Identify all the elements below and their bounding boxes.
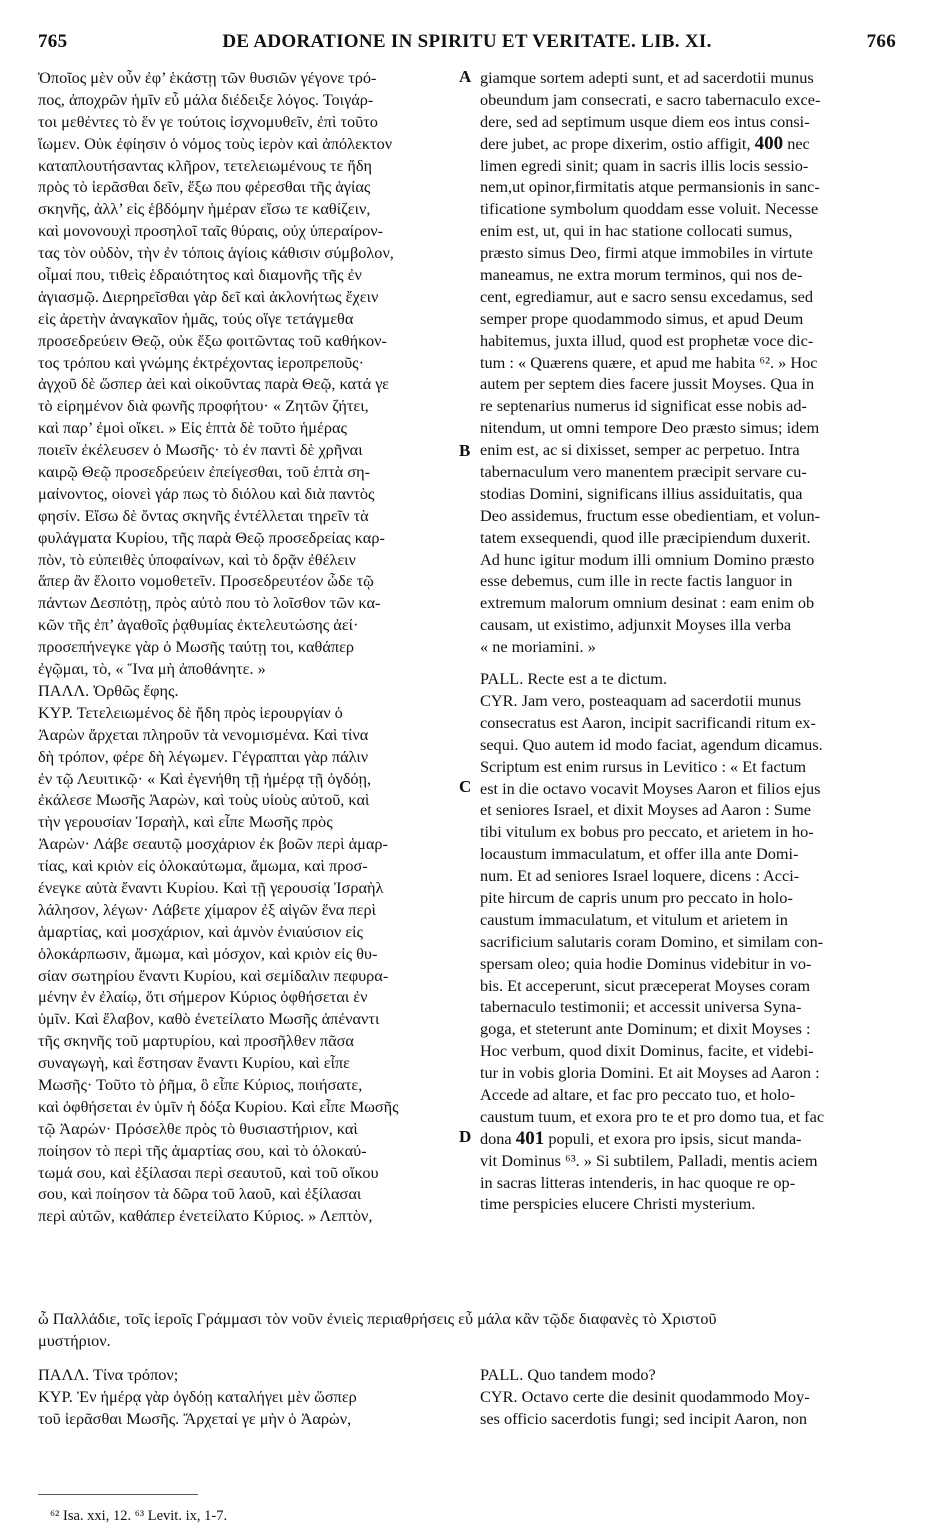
inline-page-number: 401 — [515, 1127, 545, 1149]
latin-cyr-line: vit Dominus ⁶³. » Si subtilem, Palladi, mentis aciem — [480, 1150, 818, 1170]
latin-cyr-line: tabernaculo testimonii; et accessit universa Syna- — [480, 997, 802, 1017]
latin-cyr-line: locaustum immaculatum, et offer illa ante Domi- — [480, 844, 799, 864]
latin-cyr-line: ses officio sacerdotis fungi; sed incipit Aaron, non — [480, 1408, 808, 1428]
latin-text-line: tum : « Quærens quære, et apud me habita ⁶². » Hoc — [480, 352, 818, 372]
greek-text-line: τοι μεθέντες τὸ ἕν γε τούτοις ἰσχνομυθεῖν, ἐπὶ τοῦτο — [38, 111, 378, 131]
latin-text-line: nitendum, ut omni tempore Deo præsto simus; idem — [480, 418, 820, 438]
greek-text-line: μαίνοντος, οἱονεὶ γάρ πως τὸ διόλου καὶ διὰ παντὸς — [38, 483, 375, 503]
greek-text-line: ποιεῖν ἐκέλευσεν ὁ Μωσῆς· τὸ ἐν παντὶ δὲ χρῆναι — [38, 440, 363, 460]
latin-text-line: esse debemus, cum ille in recte factis languor in — [480, 571, 793, 591]
greek-text-line: καταπλουτήσαντας κλῆρον, τετελειωμένους τε ἤδη — [38, 155, 373, 175]
greek-cyr-line: τοῦ ἱερᾶσθαι Μωσῆς. Ἄρχεταί γε μὴν ὁ Ἀαρὼν, — [38, 1408, 352, 1428]
latin-cyr-line: bis. Et acceperunt, sicut præceperat Moyses coram — [480, 975, 811, 995]
greek-full-width-block — [38, 1308, 896, 1352]
margin-marker-b: B — [459, 441, 471, 460]
latin-text-line: autem per septem dies facere jussit Moyses. Qua in — [480, 374, 815, 394]
footnotes: ⁶² Isa. xxi, 12. ⁶³ Levit. ix, 1-7. — [50, 1508, 228, 1524]
latin-text-line: causam, ut existimo, adjunxit Moyses illa verba — [480, 615, 792, 635]
latin-cyr-line: num. Et ad seniores Israel loquere, dicens : Acci- — [480, 866, 800, 886]
greek-cyr-line: συναγωγὴ, καὶ ἔστησαν ἔναντι Κυρίου, καὶ εἶπε — [38, 1053, 351, 1073]
latin-text-line: semper prope quodammodo simus, et apud Deum — [480, 308, 804, 328]
greek-text-line: προσεδρεύειν Θεῷ, οὐκ ἔξω φοιτῶντας τοῦ καθήκον- — [38, 330, 387, 350]
greek-text-line: οἶμαί που, τιθεὶς ἑδραιότητος καὶ διαμονῆς τῆς ἐν — [38, 265, 362, 285]
latin-cyr-line: spersam oleo; quia hodie Dominus videbitur in vo- — [480, 953, 812, 973]
greek-cyr-line: δὴ τρόπον, φέρε δὴ λέγωμεν. Γέγραπται γὰρ πάλιν — [38, 746, 369, 766]
greek-bottom-block — [38, 1364, 458, 1430]
greek-cyr-line: ποίησον τὸ περὶ τῆς ἁμαρτίας σου, καὶ τὸ ὁλοκαύ- — [38, 1140, 367, 1160]
latin-text-line: tatem exsequendi, quod ille præcipiendum duxerit. — [480, 527, 811, 547]
latin-text-line — [480, 133, 894, 155]
margin-marker-a: A — [459, 67, 472, 86]
latin-text-fragment: dere jubet, ac prope dixerim, ostio affigit, — [480, 133, 751, 153]
latin-text-line: extremum malorum omnium desinat : eam enim ob — [480, 593, 815, 613]
greek-cyr-line: ένεγκε αὐτὰ ἔναντι Κυρίου. Καὶ τῇ γερουσίᾳ Ἰσραὴλ — [38, 877, 384, 897]
latin-text-line: dere, sed ad septimum usque diem eos intus consi- — [480, 111, 810, 131]
latin-cyr-line — [480, 1128, 894, 1150]
greek-text-line: προσεπήνεγκε γὰρ ὁ Μωσῆς ταύτῃ τοι, καθάπερ — [38, 637, 355, 657]
latin-cyr-line: CYR. Jam vero, posteaquam ad sacerdotii munus — [480, 690, 802, 710]
latin-text-fragment: populi, et exora pro ipsis, sicut manda- — [548, 1128, 802, 1148]
greek-text-line: ἀγχοῦ δὲ ὥσπερ ἀεὶ καὶ οἰκοῦντας παρὰ Θεῷ, κατά γε — [38, 374, 389, 394]
greek-cyr-line: Μωσῆς· Τοῦτο τὸ ῥῆμα, ὃ εἶπε Κύριος, ποιήσατε, — [38, 1074, 363, 1094]
greek-cyr-line: μένην ἐν ἐλαίῳ, ὅτι σήμερον Κύριος ὀφθήσεται ἐν — [38, 987, 368, 1007]
latin-cyr-line: sequi. Quo autem id modo faciat, agendum dicamus. — [480, 734, 823, 754]
latin-text-line: giamque sortem adepti sunt, et ad sacerdotii munus — [480, 68, 814, 87]
latin-text-line: re septenarius numerus id significat esse nobis ad- — [480, 396, 807, 416]
latin-text-line: cent, egrediamur, aut e sacro sensu excedamus, sed — [480, 286, 813, 306]
greek-cyr-line: περὶ αὐτῶν, καθάπερ ἐνετείλατο Κύριος. » Λεπτὸν, — [38, 1206, 373, 1226]
latin-text-line: præsto simus Deo, firmi atque immobiles in virtute — [480, 243, 813, 263]
latin-cyr-line: Hoc verbum, quod dixit Dominus, facite, et videbi- — [480, 1041, 814, 1061]
latin-text-line: tificatione symbolum quoddam esse voluit. Necesse — [480, 199, 819, 219]
latin-cyr-line: caustum immaculatum, et vitulum et arietem in — [480, 909, 788, 929]
greek-cyr-line: καὶ ὀφθήσεται ἐν ὑμῖν ἡ δόξα Κυρίου. Καὶ εἶπε Μωσῆς — [38, 1096, 399, 1116]
greek-cyr-line: σου, καὶ ποίησον τὰ δῶρα τοῦ λαοῦ, καὶ ἐξίλασαι — [38, 1184, 362, 1204]
greek-text-line: ἅπερ ἂν ἕλοιτο νομοθετεῖν. Προσεδρευτέον ὧδε τῷ — [38, 571, 374, 591]
latin-cyr-line: time perspicies elucere Christi mysterium. — [480, 1194, 756, 1214]
latin-bottom-block — [480, 1364, 894, 1430]
greek-cyr-line: Ἀαρὼν· Λάβε σεαυτῷ μοσχάριον ἐκ βοῶν περὶ ἁμαρ- — [38, 834, 388, 854]
greek-text-line: τας τὸν οὐδὸν, τὴν ἐν τόποις ἁγίοις κάθισιν σύμβολον, — [38, 243, 394, 263]
latin-text-fragment: nec — [787, 133, 810, 153]
greek-text-line: ἴωμεν. Οὐκ ἐφίησιν ὁ νόμος τοὺς ἱερὸν καὶ ἀπόλεκτον — [38, 133, 393, 153]
latin-column — [480, 67, 894, 1215]
greek-text-line: Ὁποῖος μὲν οὖν ἐφ’ ἑκάστῃ τῶν θυσιῶν γέγονε τρό- — [38, 68, 377, 87]
latin-cyr-line: et seniores Israel, et dixit Moyses ad Aaron : Sume — [480, 800, 811, 820]
greek-text-line: πάντων Δεσπότῃ, πρὸς αὐτὸ που τὸ λοῖσθον τῶν κα- — [38, 593, 381, 613]
latin-cyr-line: in sacras litteras intenderis, in hac quoque re op- — [480, 1172, 796, 1192]
greek-pall-line: ΠΑΛΛ. Ὀρθῶς ἔφης. — [38, 680, 179, 700]
greek-full-line: ὦ Παλλάδιε, τοῖς ἱεροῖς Γράμμασι τὸν νοῦν ἐνιεὶς περιαθρήσεις εὖ μάλα κἂν τῷδε διαφανὲς τὸ Χριστοῦ — [38, 1309, 717, 1328]
greek-cyr-line: ἐν τῷ Λευιτικῷ· « Καὶ ἐγενήθη τῇ ἡμέρᾳ τῇ ὀγδόῃ, — [38, 768, 372, 788]
margin-marker-c: C — [459, 777, 472, 796]
latin-cyr-line: est in die octavo vocavit Moyses Aaron et filios ejus — [480, 778, 821, 798]
inline-page-number: 400 — [754, 132, 784, 154]
footnote-rule — [38, 1494, 198, 1495]
greek-cyr-line: ΚΥΡ. Τετελειωμένος δὲ ἤδη πρὸς ἱερουργίαν ὁ — [38, 702, 343, 722]
latin-cyr-line: pite hircum de capris unum pro peccato in holo- — [480, 887, 793, 907]
latin-text-line: limen egredi sinit; quam in sacris illis locis sessio- — [480, 155, 809, 175]
greek-pall-line: ΠΑΛΛ. Τίνα τρόπον; — [38, 1365, 179, 1384]
latin-text-line: nem,ut opinor,firmitatis atque permansionis in sanc- — [480, 177, 820, 197]
greek-text-line: πος, ἀποχρῶν ἡμῖν εὖ μάλα διέδειξε λόγος. Τοιγάρ- — [38, 89, 374, 109]
greek-cyr-line: Ἀαρὼν ἄρχεται πληροῦν τὰ νενομισμένα. Καὶ τίνα — [38, 724, 369, 744]
greek-text-line: εἰς ἀρετὴν ἀναγκαῖον ἡμᾶς, τούς οἵγε τετάγμεθα — [38, 308, 354, 328]
latin-cyr-line: sacrificium salutaris coram Domino, et similam con- — [480, 931, 824, 951]
latin-text-line: tabernaculum vero manentem præcipit servare cu- — [480, 462, 807, 482]
greek-text-line: τὸ εἰρημένον διὰ φωνῆς προφήτου· « Ζητῶν ζήτει, — [38, 396, 369, 416]
latin-cyr-line: caustum tuum, et exora pro te et pro domo tua, et fac — [480, 1106, 825, 1126]
latin-text-line: enim est, ut, qui in hac statione collocati sumus, — [480, 221, 793, 241]
latin-text-line: obeundum jam consecrati, e sacro tabernaculo exce- — [480, 89, 821, 109]
greek-text-line: ἐγῷμαι, τὸ, « Ἵνα μὴ ἀποθάνητε. » — [38, 659, 266, 679]
latin-cyr-line: CYR. Octavo certe die desinit quodammodo Moy- — [480, 1386, 810, 1406]
latin-text-fragment: dona — [480, 1128, 512, 1148]
latin-cyr-line: tibi vitulum ex bobus pro peccato, et arietem in ho- — [480, 822, 814, 842]
margin-marker-d: D — [459, 1127, 472, 1146]
greek-text-line: φησίν. Εἴσω δὲ ὄντας σκηνῆς ἐντέλλεται τηρεῖν τὰ — [38, 505, 369, 525]
latin-cyr-line: Accede ad altare, et fac pro peccato tuo, et holo- — [480, 1084, 796, 1104]
latin-text-line: maneamus, ne extra morum terminos, qui nos de- — [480, 265, 803, 285]
greek-text-line: φυλάγματα Κυρίου, τῆς παρὰ Θεῷ προσεδρείας καρ- — [38, 527, 385, 547]
greek-text-line: καὶ παρ’ ἐμοὶ οἴκει. » Εἰς ἑπτὰ δὲ τοῦτο ἡμέρας — [38, 418, 347, 438]
paragraph-gap — [480, 658, 894, 668]
latin-pall-line: PALL. Quo tandem modo? — [480, 1365, 656, 1384]
greek-cyr-line: ὑμῖν. Καὶ ἔλαβον, καθὸ ἐνετείλατο Μωσῆς ἀπέναντι — [38, 1009, 380, 1029]
latin-cyr-line: goga, et steterunt ante Dominum; et dixit Moyses : — [480, 1019, 811, 1039]
latin-text-line: habitemus, juxta illud, quod est prophetæ voce dic- — [480, 330, 814, 350]
latin-cyr-line: tur in vobis gloria Domini. Et ait Moyses ad Aaron : — [480, 1063, 820, 1083]
greek-text-line: πὸν, τὸ εὐπειθὲς ὑποφαίνων, καὶ τὸ δρᾷν ἐθέλειν — [38, 549, 356, 569]
latin-text-line: Ad hunc igitur modum illi omnium Domino præsto — [480, 549, 815, 569]
greek-text-line: καιρῷ Θεῷ προσεδρεύειν ἐπείγεσθαι, τοῦ ἑπτὰ ση- — [38, 462, 371, 482]
running-header — [38, 31, 896, 57]
greek-cyr-line: ἁμαρτίας, καὶ μοσχάριον, καὶ ἀμνὸν ἐνιαύσιον εἰς — [38, 921, 363, 941]
greek-text-line: πρὸς τὸ ἱερᾶσθαι δεῖν, ἔξω που φέρεσθαι τῆς ἁγίας — [38, 177, 371, 197]
greek-cyr-line: τῆς σκηνῆς τοῦ μαρτυρίου, καὶ προσῆλθεν πᾶσα — [38, 1031, 354, 1051]
latin-cyr-line: Scriptum est enim rursus in Levitico : « Et factum — [480, 756, 807, 776]
latin-cyr-line: consecratus est Aaron, incipit sacrificandi ritum ex- — [480, 712, 816, 732]
greek-cyr-line: τῷ Ἀαρών· Πρόσελθε πρὸς τὸ θυσιαστήριον, καὶ — [38, 1118, 358, 1138]
greek-text-line: ἁγιασμῷ. Διερηρεῖσθαι γὰρ δεῖ καὶ ἀκλονήτως ἔχειν — [38, 286, 379, 306]
latin-pall-line: PALL. Recte est a te dictum. — [480, 669, 668, 689]
page-number-right: 766 — [866, 31, 896, 52]
greek-text-line: σκηνῆς, ἀλλ’ εἰς ἑβδόμην ἡμέραν εἴσω τε καθίζειν, — [38, 199, 371, 219]
greek-text-line: καὶ μονονουχὶ προσηλοῖ ταῖς θύραις, οὐχ ὑπεραίρον- — [38, 221, 384, 241]
latin-text-line: enim est, ac si dixisset, semper ac perpetuo. Intra — [480, 440, 800, 460]
greek-cyr-line: ΚΥΡ. Ἐν ἡμέρᾳ γὰρ ὀγδόῃ καταλήγει μὲν ὥσπερ — [38, 1386, 357, 1406]
greek-cyr-line: τὴν γερουσίαν Ἰσραὴλ, καὶ εἶπε Μωσῆς πρὸς — [38, 812, 333, 832]
greek-cyr-line: λάλησον, λέγων· Λάβετε χίμαρον ἐξ αἰγῶν ἕνα περὶ — [38, 899, 376, 919]
latin-text-line: Deo assidemus, fructum esse obedientiam, et volun- — [480, 505, 821, 525]
greek-cyr-line: τίας, καὶ κριὸν εἰς ὁλοκαύτωμα, ἄμωμα, καὶ προσ- — [38, 856, 368, 876]
greek-text-line: τος τρόπου καὶ γνώμης ἐκτρέχοντας ἱεροπρεποῦς· — [38, 352, 365, 372]
latin-text-line: stodias Domini, significans illius assiduitatis, qua — [480, 483, 803, 503]
greek-cyr-line: ὁλοκάρπωσιν, ἄμωμα, καὶ μόσχον, καὶ κριὸν εἰς θυ- — [38, 943, 378, 963]
greek-text-line: κῶν τῆς ἐπ’ ἀγαθοῖς ῥᾳθυμίας ἐκτελευτώσης ἀεί· — [38, 615, 359, 635]
latin-text-line: « ne moriamini. » — [480, 637, 596, 657]
running-title: DE ADORATIONE IN SPIRITU ET VERITATE. LIB. XI. — [222, 31, 712, 52]
greek-full-line: μυστήριον. — [38, 1330, 111, 1350]
greek-cyr-line: σίαν σωτηρίου ἔναντι Κυρίου, καὶ σεμίδαλιν πεφυρα- — [38, 965, 389, 985]
greek-column — [38, 67, 458, 1227]
greek-cyr-line: ἐκάλεσε Μωσῆς Ἀαρὼν, καὶ τοὺς υἱοὺς αὐτοῦ, καὶ — [38, 790, 370, 810]
greek-cyr-line: τωμά σου, καὶ ἐξίλασαι περὶ σεαυτοῦ, καὶ τοῦ οἴκου — [38, 1162, 379, 1182]
page-number-left: 765 — [38, 31, 68, 52]
